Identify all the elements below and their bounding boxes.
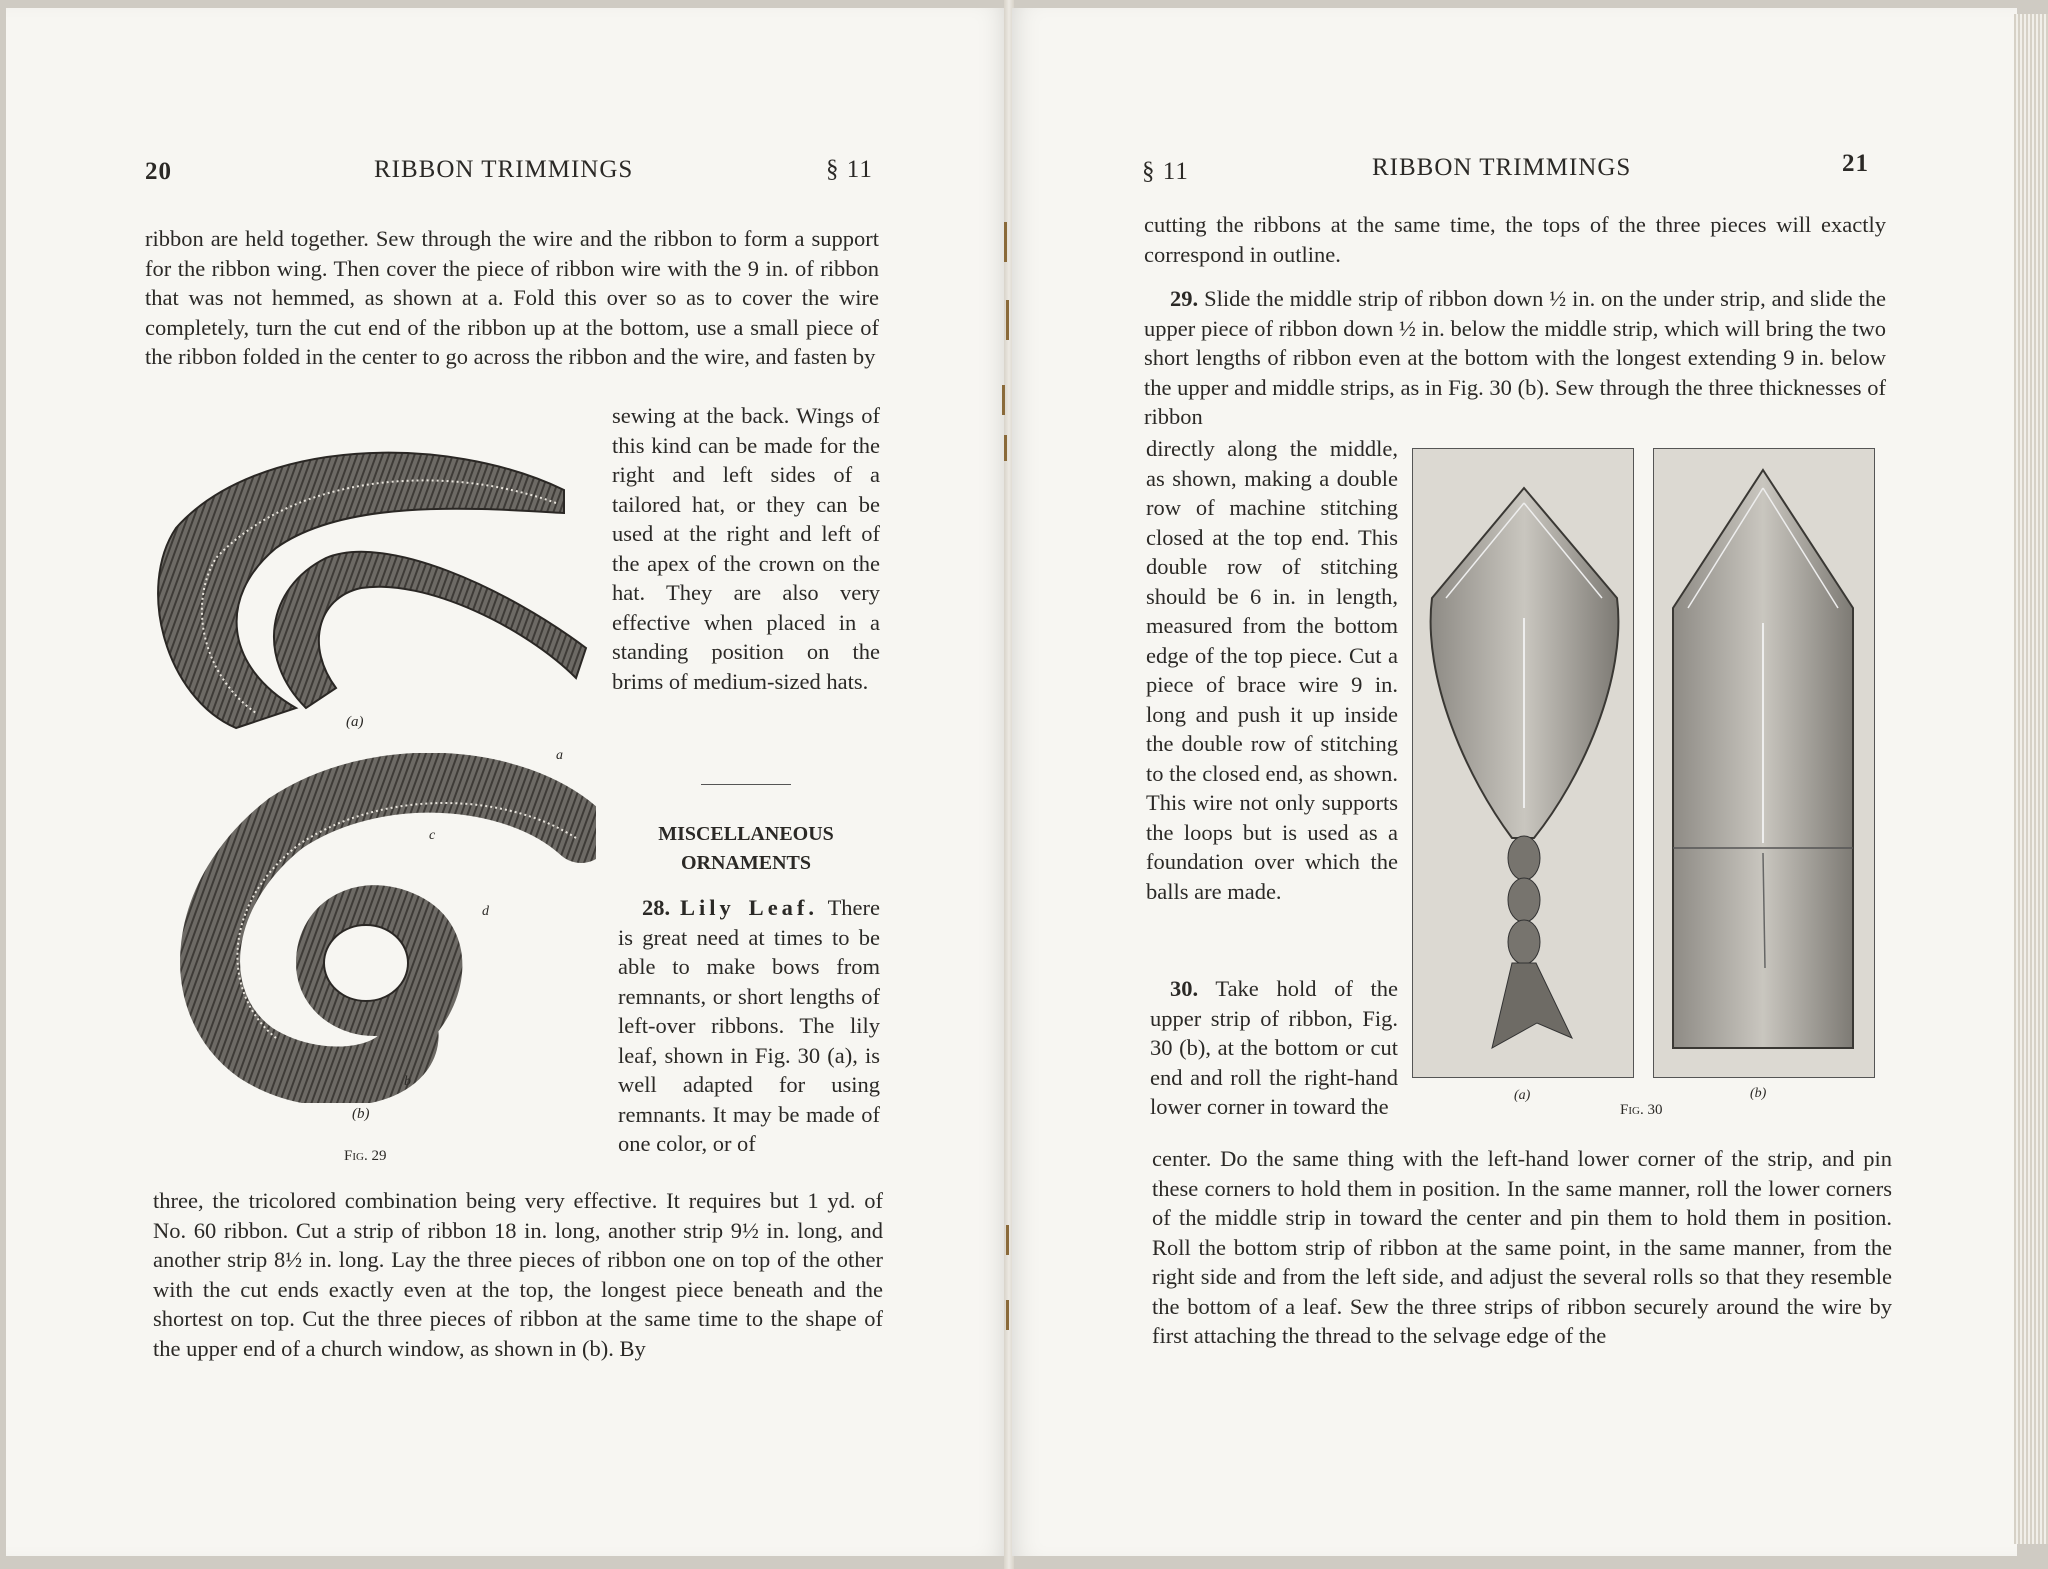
binding-stitch (1006, 1300, 1009, 1330)
running-title-left: RIBBON TRIMMINGS (374, 156, 634, 183)
leaf-ball (1508, 878, 1540, 922)
left-paragraph-side-text: sewing at the back. Wings of this kind can be made for the right and left sides of a tailored hat, or they can be used at the right and left of the apex of the crown on the hat. They are also very effective when placed in a standing position on the brims of medium-sized hats. (612, 403, 880, 694)
left-paragraph-top-text: ribbon are held together. Sew through the wire and the ribbon to form a support for the ribbon wing. Then cover the piece of ribbon wire with the 9 in. of ribbon that was not hemmed, as shown at a. Fold this over so as to cover the wire completely, turn the cut end of the ribbon up at the bottom, use a small piece of the ribbon folded in the center to go across the ribbon and the wire, and fasten by (145, 226, 879, 369)
paragraph-29-text: Slide the middle strip of ribbon down ½ in. on the under strip, and slide the upper piece of ribbon down ½ in. below the middle strip, which will bring the two short lengths of ribbon even at the bottom with the longest extending 9 in. below the upper and middle strips, as in Fig. 30 (b). Sew through the three thicknesses of ribbon (1144, 286, 1887, 429)
left-page (6, 8, 1006, 1556)
fig29-letter-c: c (429, 828, 436, 843)
binding-stitch (1004, 222, 1007, 262)
figure-30b-ribbon-strips (1653, 448, 1875, 1078)
left-paragraph-bottom (153, 1186, 883, 1363)
page-number-right: 21 (1842, 150, 1869, 177)
section-heading-line2: ORNAMENTS (680, 852, 811, 874)
paragraph-30-side-text: Take hold of the upper strip of ribbon, Fig. 30 (b), at the bottom or cut end and roll the right-hand lower corner in toward the (1150, 976, 1398, 1119)
fig29-letter-a: a (556, 748, 563, 763)
paragraph-29 (1144, 284, 1886, 432)
left-paragraph-bottom-text: three, the tricolored combination being very effective. It requires but 1 yd. of No. 60 ribbon. Cut a strip of ribbon 18 in. long, another strip 9½ in. long, and another strip 8½ in. long. Lay the three pieces of ribbon one on top of the other with the cut ends exactly even at the top, the longest piece beneath and the shortest on top. Cut the three pieces of ribbon at the same time to the shape of the upper end of a church window, as shown in (b). By (153, 1188, 883, 1361)
binding-stitch (1002, 385, 1005, 415)
right-paragraph-top-text: cutting the ribbons at the same time, the tops of the three pieces will exactly correspond in outline. (1144, 212, 1886, 267)
section-heading (612, 820, 880, 878)
item-number-30: 30. (1170, 976, 1199, 1001)
right-paragraph-bottom-text: center. Do the same thing with the left-hand lower corner of the strip, and pin these corners to hold them in position. In the same manner, roll the lower corners of the middle strip in toward the center and pin them to hold them in position. Roll the bottom strip of ribbon at the same point, in the same manner, from the right side and from the left side, and adjust the several rolls so that they resemble the bottom of a leaf. Sew the three strips of ribbon securely around the wire by first attaching the thread to the selvage edge of the (1152, 1146, 1892, 1348)
paragraph-30-side (1150, 974, 1398, 1122)
wing-inner-band (274, 552, 586, 708)
page-edges (2014, 14, 2048, 1544)
fig30-label-a: (a) (1514, 1088, 1531, 1103)
right-paragraph-bottom (1152, 1144, 1892, 1351)
leaf-ball (1508, 836, 1540, 880)
left-paragraph-side (612, 401, 880, 696)
paragraph-29-side-text: directly along the middle, as shown, making a double row of machine stitching closed at the top end. This double row of stitching should be 6 in. in length, measured from the bottom edge of the top piece. Cut a piece of brace wire 9 in. long and push it up inside the double row of stitching to the closed end, as shown. This wire not only supports the loops but is used as a foundation over which the balls are made. (1146, 436, 1398, 904)
section-mark-right: § 11 (1142, 158, 1189, 185)
leaf-ball (1508, 920, 1540, 964)
figure-29b-ribbon-coil (176, 753, 596, 1103)
figure-29a-ribbon-wing (146, 418, 606, 758)
fig29-caption: Fig. 29 (344, 1148, 387, 1164)
lily-leaf-text: There is great need at times to be able to make bows from remnants, or short lengths of left-over ribbons. The lily leaf, shown in Fig. 30 (a), is well adapted for using remnants. It may be made of one color, or of (618, 895, 881, 1156)
fig29-label-b: (b) (352, 1106, 370, 1122)
item-number-28: 28. (642, 895, 671, 920)
binding-stitch (1006, 300, 1009, 340)
section-divider (701, 784, 791, 785)
right-page (1012, 8, 2017, 1556)
coil-band (210, 783, 581, 1077)
page-number-left: 20 (145, 158, 172, 185)
section-mark-left: § 11 (826, 156, 873, 183)
binding-stitch (1004, 435, 1007, 461)
fig29-letter-b: b (404, 1074, 411, 1089)
section-heading-line1: MISCELLANEOUS (658, 823, 834, 845)
figure-30a-lily-leaf (1412, 448, 1634, 1078)
fig29-label-a: (a) (346, 714, 364, 730)
item-number-29: 29. (1170, 286, 1199, 311)
paragraph-29-side (1146, 434, 1398, 906)
fig29-letter-d: d (482, 904, 489, 919)
fig30-label-b: (b) (1750, 1086, 1767, 1101)
binding-stitch (1006, 1225, 1009, 1255)
running-title-right: RIBBON TRIMMINGS (1372, 154, 1632, 181)
wing-outer-band (158, 453, 564, 728)
left-paragraph-top (145, 224, 879, 372)
fig30-caption: Fig. 30 (1620, 1102, 1663, 1118)
lily-leaf-paragraph (618, 893, 880, 1159)
item-title-lily-leaf: Lily Leaf. (680, 895, 819, 920)
coil-center-hole (324, 925, 408, 1001)
right-paragraph-top (1144, 210, 1886, 269)
